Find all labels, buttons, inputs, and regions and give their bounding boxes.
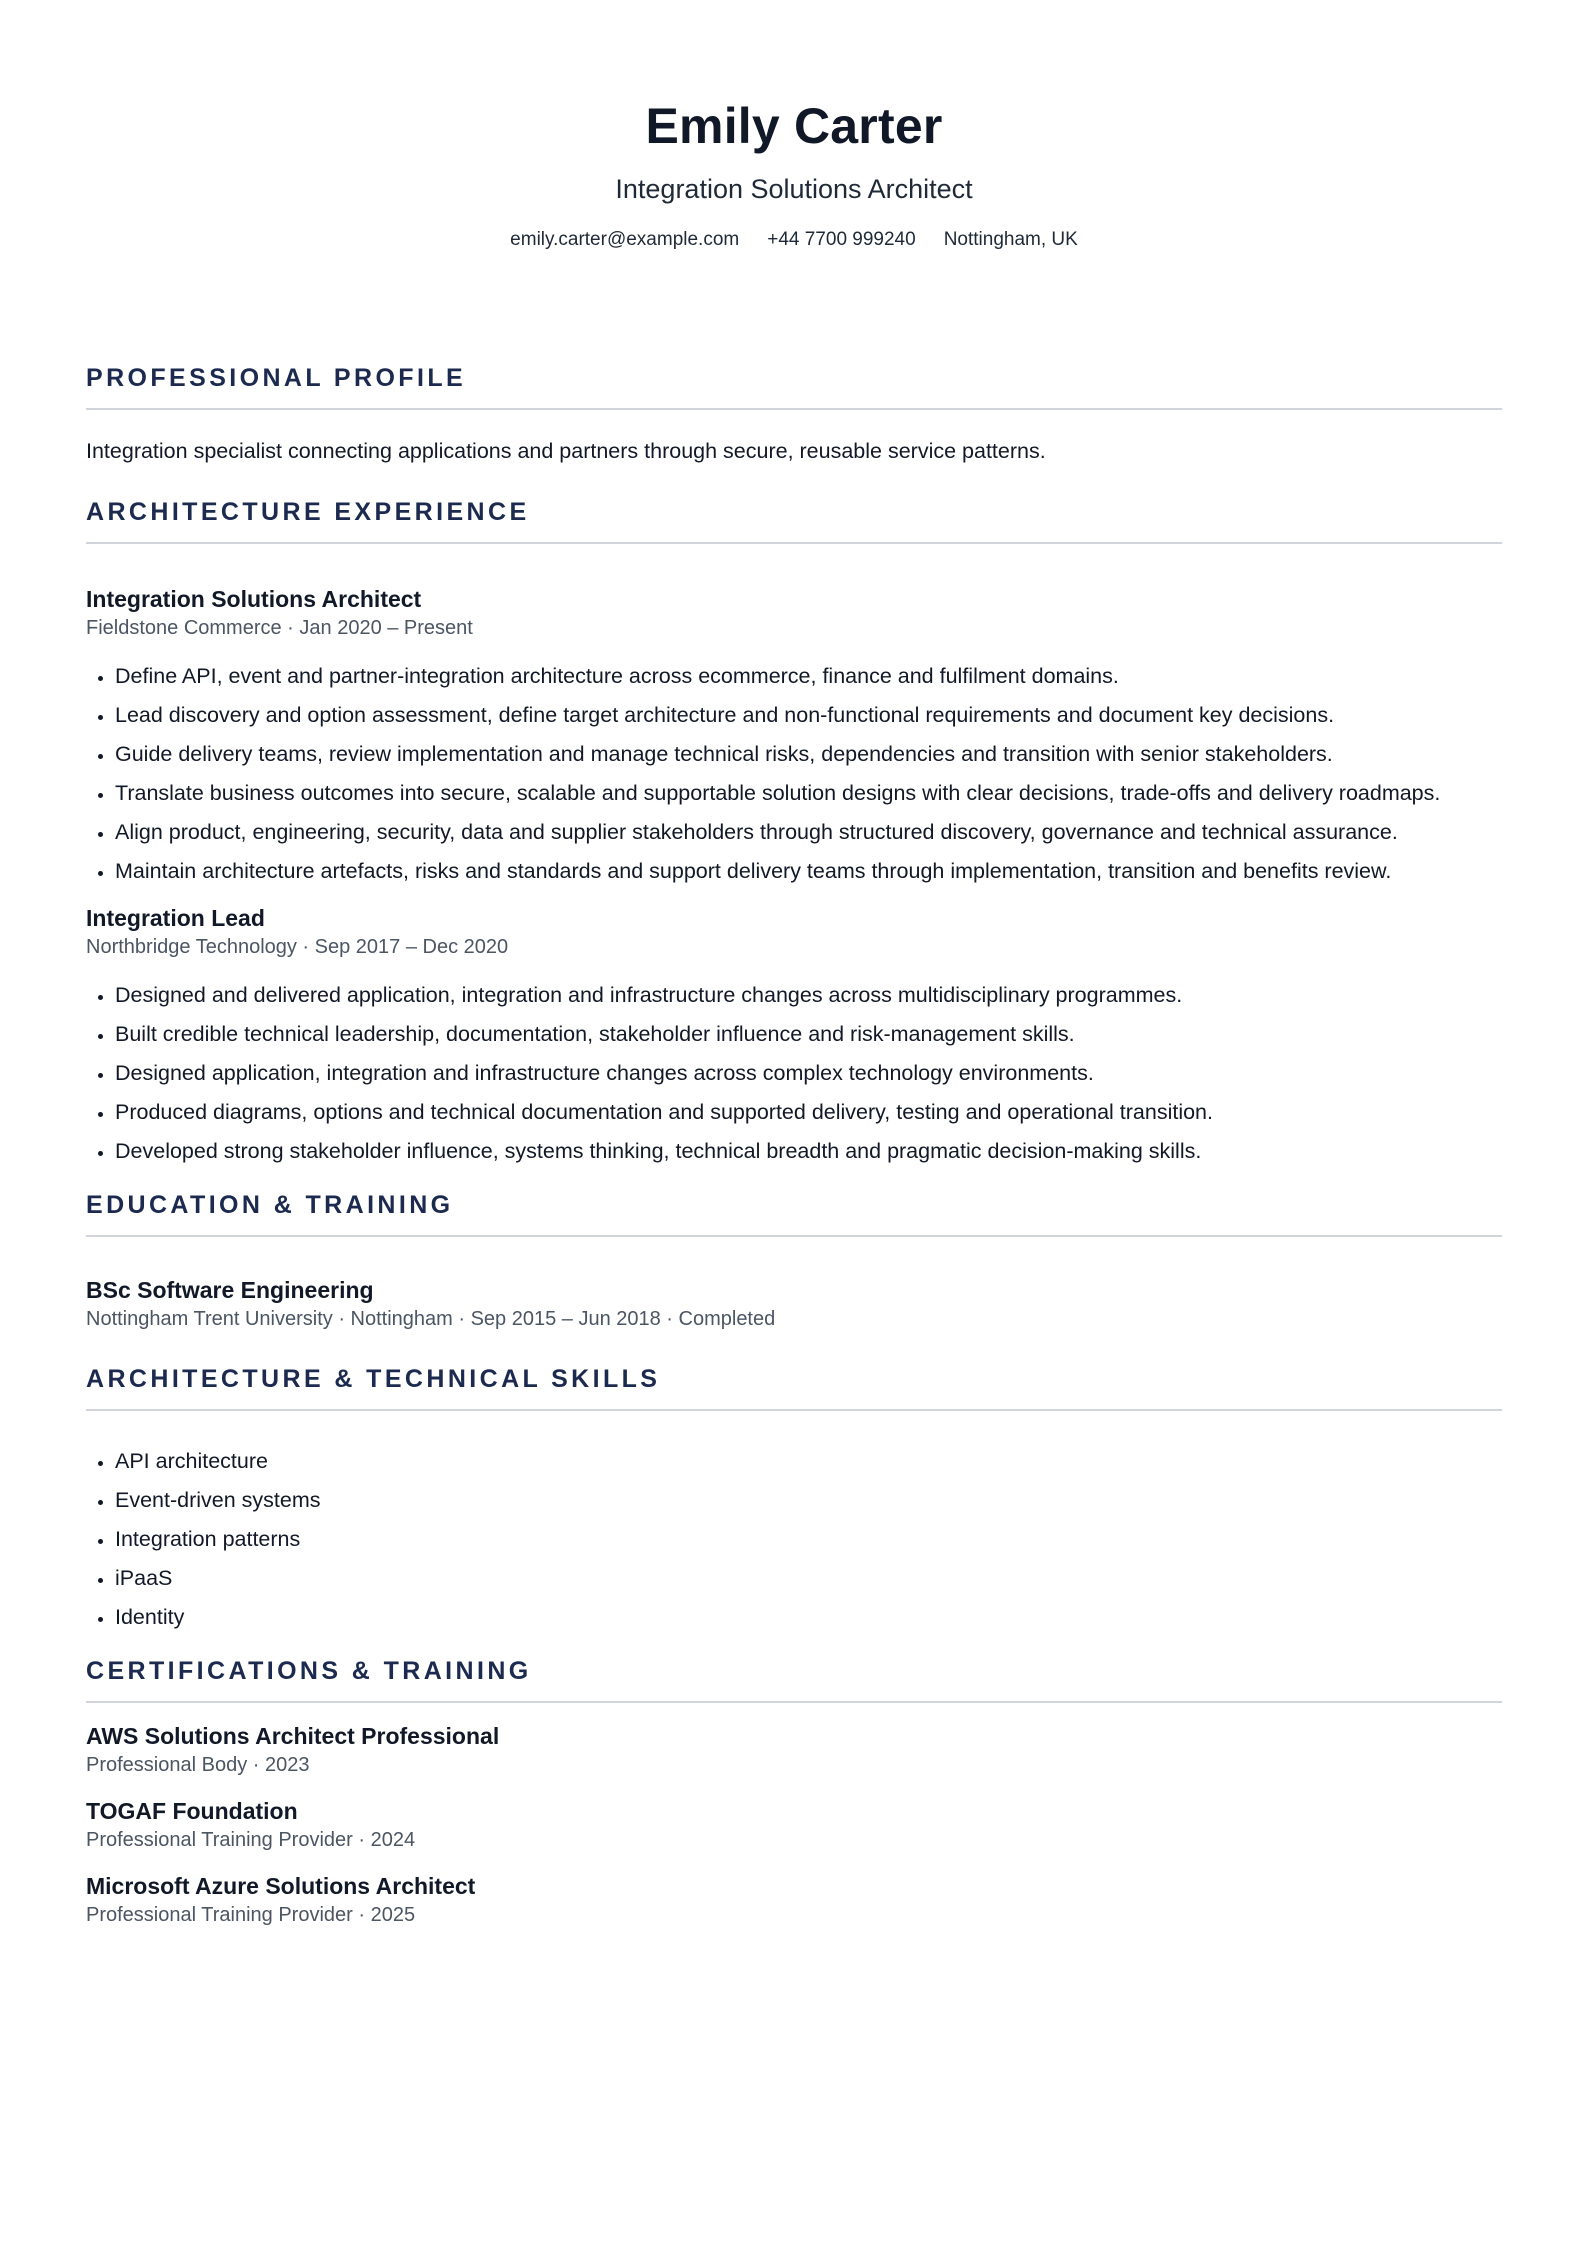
resume-header — [86, 0, 1502, 252]
skill-item: • Integration patterns — [115, 1523, 1502, 1555]
job-entry — [86, 584, 1502, 887]
job-title: Integration Solutions Architect — [86, 586, 422, 612]
candidate-headline: Integration Solutions Architect — [615, 174, 973, 204]
section-heading-education: EDUCATION & TRAINING — [86, 1189, 1502, 1237]
certification-name: AWS Solutions Architect Professional — [86, 1723, 500, 1749]
job-bullets — [86, 979, 1502, 1167]
section-heading-skills: ARCHITECTURE & TECHNICAL SKILLS — [86, 1363, 1502, 1411]
contact-phone: +44 7700 999240 — [767, 229, 916, 250]
certification-meta: Professional Body · 2023 — [86, 1754, 310, 1776]
certifications-section — [86, 1655, 1502, 1929]
job-entry — [86, 903, 1502, 1167]
certification-meta: Professional Training Provider · 2025 — [86, 1904, 416, 1926]
job-bullet: • Maintain architecture artefacts, risks and standards and support delivery teams through implementation, transition and benefits review. — [115, 855, 1502, 887]
profile-section — [86, 362, 1502, 466]
certification-name: TOGAF Foundation — [86, 1798, 298, 1824]
job-bullets — [86, 660, 1502, 887]
skill-item: • Identity — [115, 1601, 1502, 1633]
certification-meta: Professional Training Provider · 2024 — [86, 1829, 416, 1851]
job-bullet: • Designed and delivered application, integration and infrastructure changes across multidisciplinary programmes. — [115, 979, 1502, 1011]
certification-name: Microsoft Azure Solutions Architect — [86, 1873, 476, 1899]
job-bullet: • Define API, event and partner-integration architecture across ecommerce, finance and fulfilment domains. — [115, 660, 1502, 692]
profile-summary: Integration specialist connecting applications and partners through secure, reusable service patterns. — [86, 439, 1046, 463]
education-entry — [86, 1275, 1502, 1333]
degree-meta: Nottingham Trent University · Nottingham · Sep 2015 – Jun 2018 · Completed — [86, 1308, 776, 1330]
candidate-name: Emily Carter — [645, 98, 943, 154]
skill-item: • API architecture — [115, 1445, 1502, 1477]
section-heading-profile: PROFESSIONAL PROFILE — [86, 362, 1502, 410]
skill-item: • iPaaS — [115, 1562, 1502, 1594]
job-meta: Northbridge Technology · Sep 2017 – Dec 2020 — [86, 936, 509, 958]
job-bullet: • Translate business outcomes into secure, scalable and supportable solution designs with clear decisions, trade-offs and delivery roadmaps. — [115, 777, 1502, 809]
job-bullet: • Guide delivery teams, review implementation and manage technical risks, dependencies and transition with senior stakeholders. — [115, 738, 1502, 770]
certification-entry — [86, 1796, 1502, 1854]
skills-section — [86, 1363, 1502, 1633]
education-section — [86, 1189, 1502, 1333]
skill-item: • Event-driven systems — [115, 1484, 1502, 1516]
job-bullet: • Developed strong stakeholder influence, systems thinking, technical breadth and pragmatic decision-making skills. — [115, 1135, 1502, 1167]
job-bullet: • Designed application, integration and infrastructure changes across complex technology environments. — [115, 1057, 1502, 1089]
degree-title: BSc Software Engineering — [86, 1277, 374, 1303]
certification-entry — [86, 1871, 1502, 1929]
job-bullet: • Produced diagrams, options and technical documentation and supported delivery, testing and operational transition. — [115, 1096, 1502, 1128]
section-heading-experience: ARCHITECTURE EXPERIENCE — [86, 496, 1502, 544]
job-bullet: • Built credible technical leadership, documentation, stakeholder influence and risk-management skills. — [115, 1018, 1502, 1050]
contact-line — [86, 228, 1502, 252]
job-meta: Fieldstone Commerce · Jan 2020 – Present — [86, 617, 473, 639]
experience-section — [86, 496, 1502, 1167]
contact-location: Nottingham, UK — [943, 229, 1078, 250]
job-bullet: • Align product, engineering, security, data and supplier stakeholders through structured discovery, governance and technical assurance. — [115, 816, 1502, 848]
job-title: Integration Lead — [86, 905, 265, 931]
section-heading-certifications: CERTIFICATIONS & TRAINING — [86, 1655, 1502, 1703]
skills-list — [86, 1445, 1502, 1633]
certification-entry — [86, 1721, 1502, 1779]
contact-email[interactable]: emily.carter@example.com — [510, 229, 740, 250]
job-bullet: • Lead discovery and option assessment, define target architecture and non-functional requirements and document key decisions. — [115, 699, 1502, 731]
